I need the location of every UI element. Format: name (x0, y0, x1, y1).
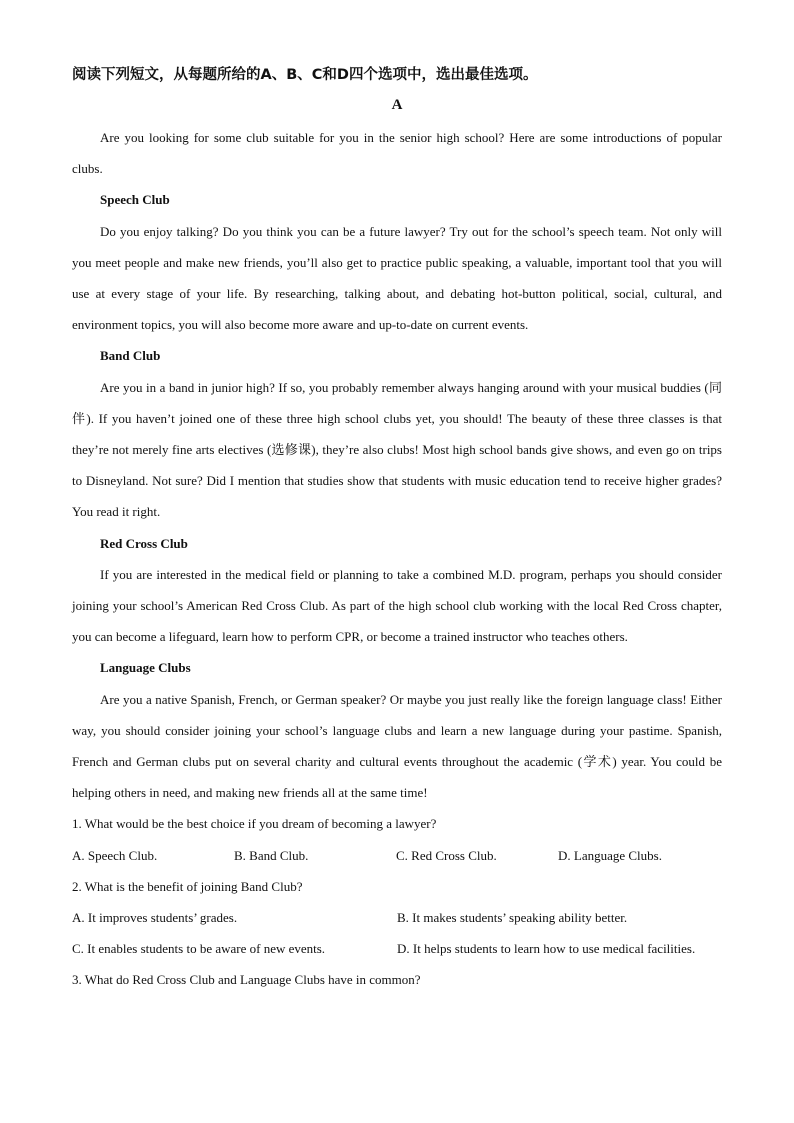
section-text-red-cross-club: If you are interested in the medical field or planning to take a combined M.D. program, perhaps you should consider joining your school’s American Red Cross Club. As part of the high school club working with the local Red Cross chapter, you can become a lifeguard, learn how to perform CPR, or become a trained instructor who teaches others. (72, 566, 722, 645)
question-2-option-d[interactable]: D. It helps students to learn how to use medical facilities. (397, 941, 696, 957)
passage-label: A (391, 97, 403, 113)
question-2-option-b[interactable]: B. It makes students’ speaking ability better. (397, 910, 628, 926)
question-1-stem: 1. What would be the best choice if you dream of becoming a lawyer? (72, 816, 437, 832)
question-2-options (72, 902, 722, 964)
question-1-options (72, 840, 722, 871)
question-3-stem: 3. What do Red Cross Club and Language Clubs have in common? (72, 972, 421, 988)
question-1-option-d[interactable]: D. Language Clubs. (558, 847, 662, 863)
question-1-option-a[interactable]: A. Speech Club. (72, 847, 158, 863)
section-text-speech-club: Do you enjoy talking? Do you think you can be a future lawyer? Try out for the school’s speech team. Not only will you meet people and make new friends, you’ll also get to practice public speaking, a valuable, important tool that you will use at every stage of your life. By researching, talking about, and debating hot-button political, social, cultural, and environment topics, you will also become more aware and up-to-date on current events. (72, 223, 722, 333)
question-1-option-c[interactable]: C. Red Cross Club. (396, 847, 497, 863)
instruction-text: 阅读下列短文，从每题所给的A、B、C和D四个选项中，选出最佳选项。 (72, 67, 538, 83)
section-heading-band-club: Band Club (100, 348, 161, 364)
intro-paragraph: Are you looking for some club suitable for you in the senior high school? Here are some introductions of popular clubs. (72, 130, 722, 177)
question-2-option-a[interactable]: A. It improves students’ grades. (72, 910, 238, 926)
section-heading-language-clubs: Language Clubs (100, 660, 191, 676)
question-2-option-c[interactable]: C. It enables students to be aware of new events. (72, 941, 326, 957)
section-heading-speech-club: Speech Club (100, 192, 170, 208)
section-text-language-clubs: Are you a native Spanish, French, or German speaker? Or maybe you just really like the foreign language class! Either way, you should consider joining your school’s language clubs and learn a new language during your pastime. Spanish, French and German clubs put on several charity and cultural events throughout the academic (学术) year. You could be helping others in need, and making new friends all at the same time! (72, 691, 722, 801)
document-page (72, 64, 722, 996)
question-2-stem: 2. What is the benefit of joining Band Club? (72, 878, 303, 894)
question-1-option-b[interactable]: B. Band Club. (234, 847, 309, 863)
section-text-band-club: Are you in a band in junior high? If so, you probably remember always hanging around with your musical buddies (同伴). If you haven’t joined one of these three high school clubs yet, you should! The beauty of these three classes is that they’re not merely fine arts electives (选修课), they’re also clubs! Most high school bands give shows, and even go on trips to Disneyland. Not sure? Did I mention that studies show that students with music education tend to receive higher grades? You read it right. (72, 379, 722, 520)
section-heading-red-cross-club: Red Cross Club (100, 535, 188, 551)
